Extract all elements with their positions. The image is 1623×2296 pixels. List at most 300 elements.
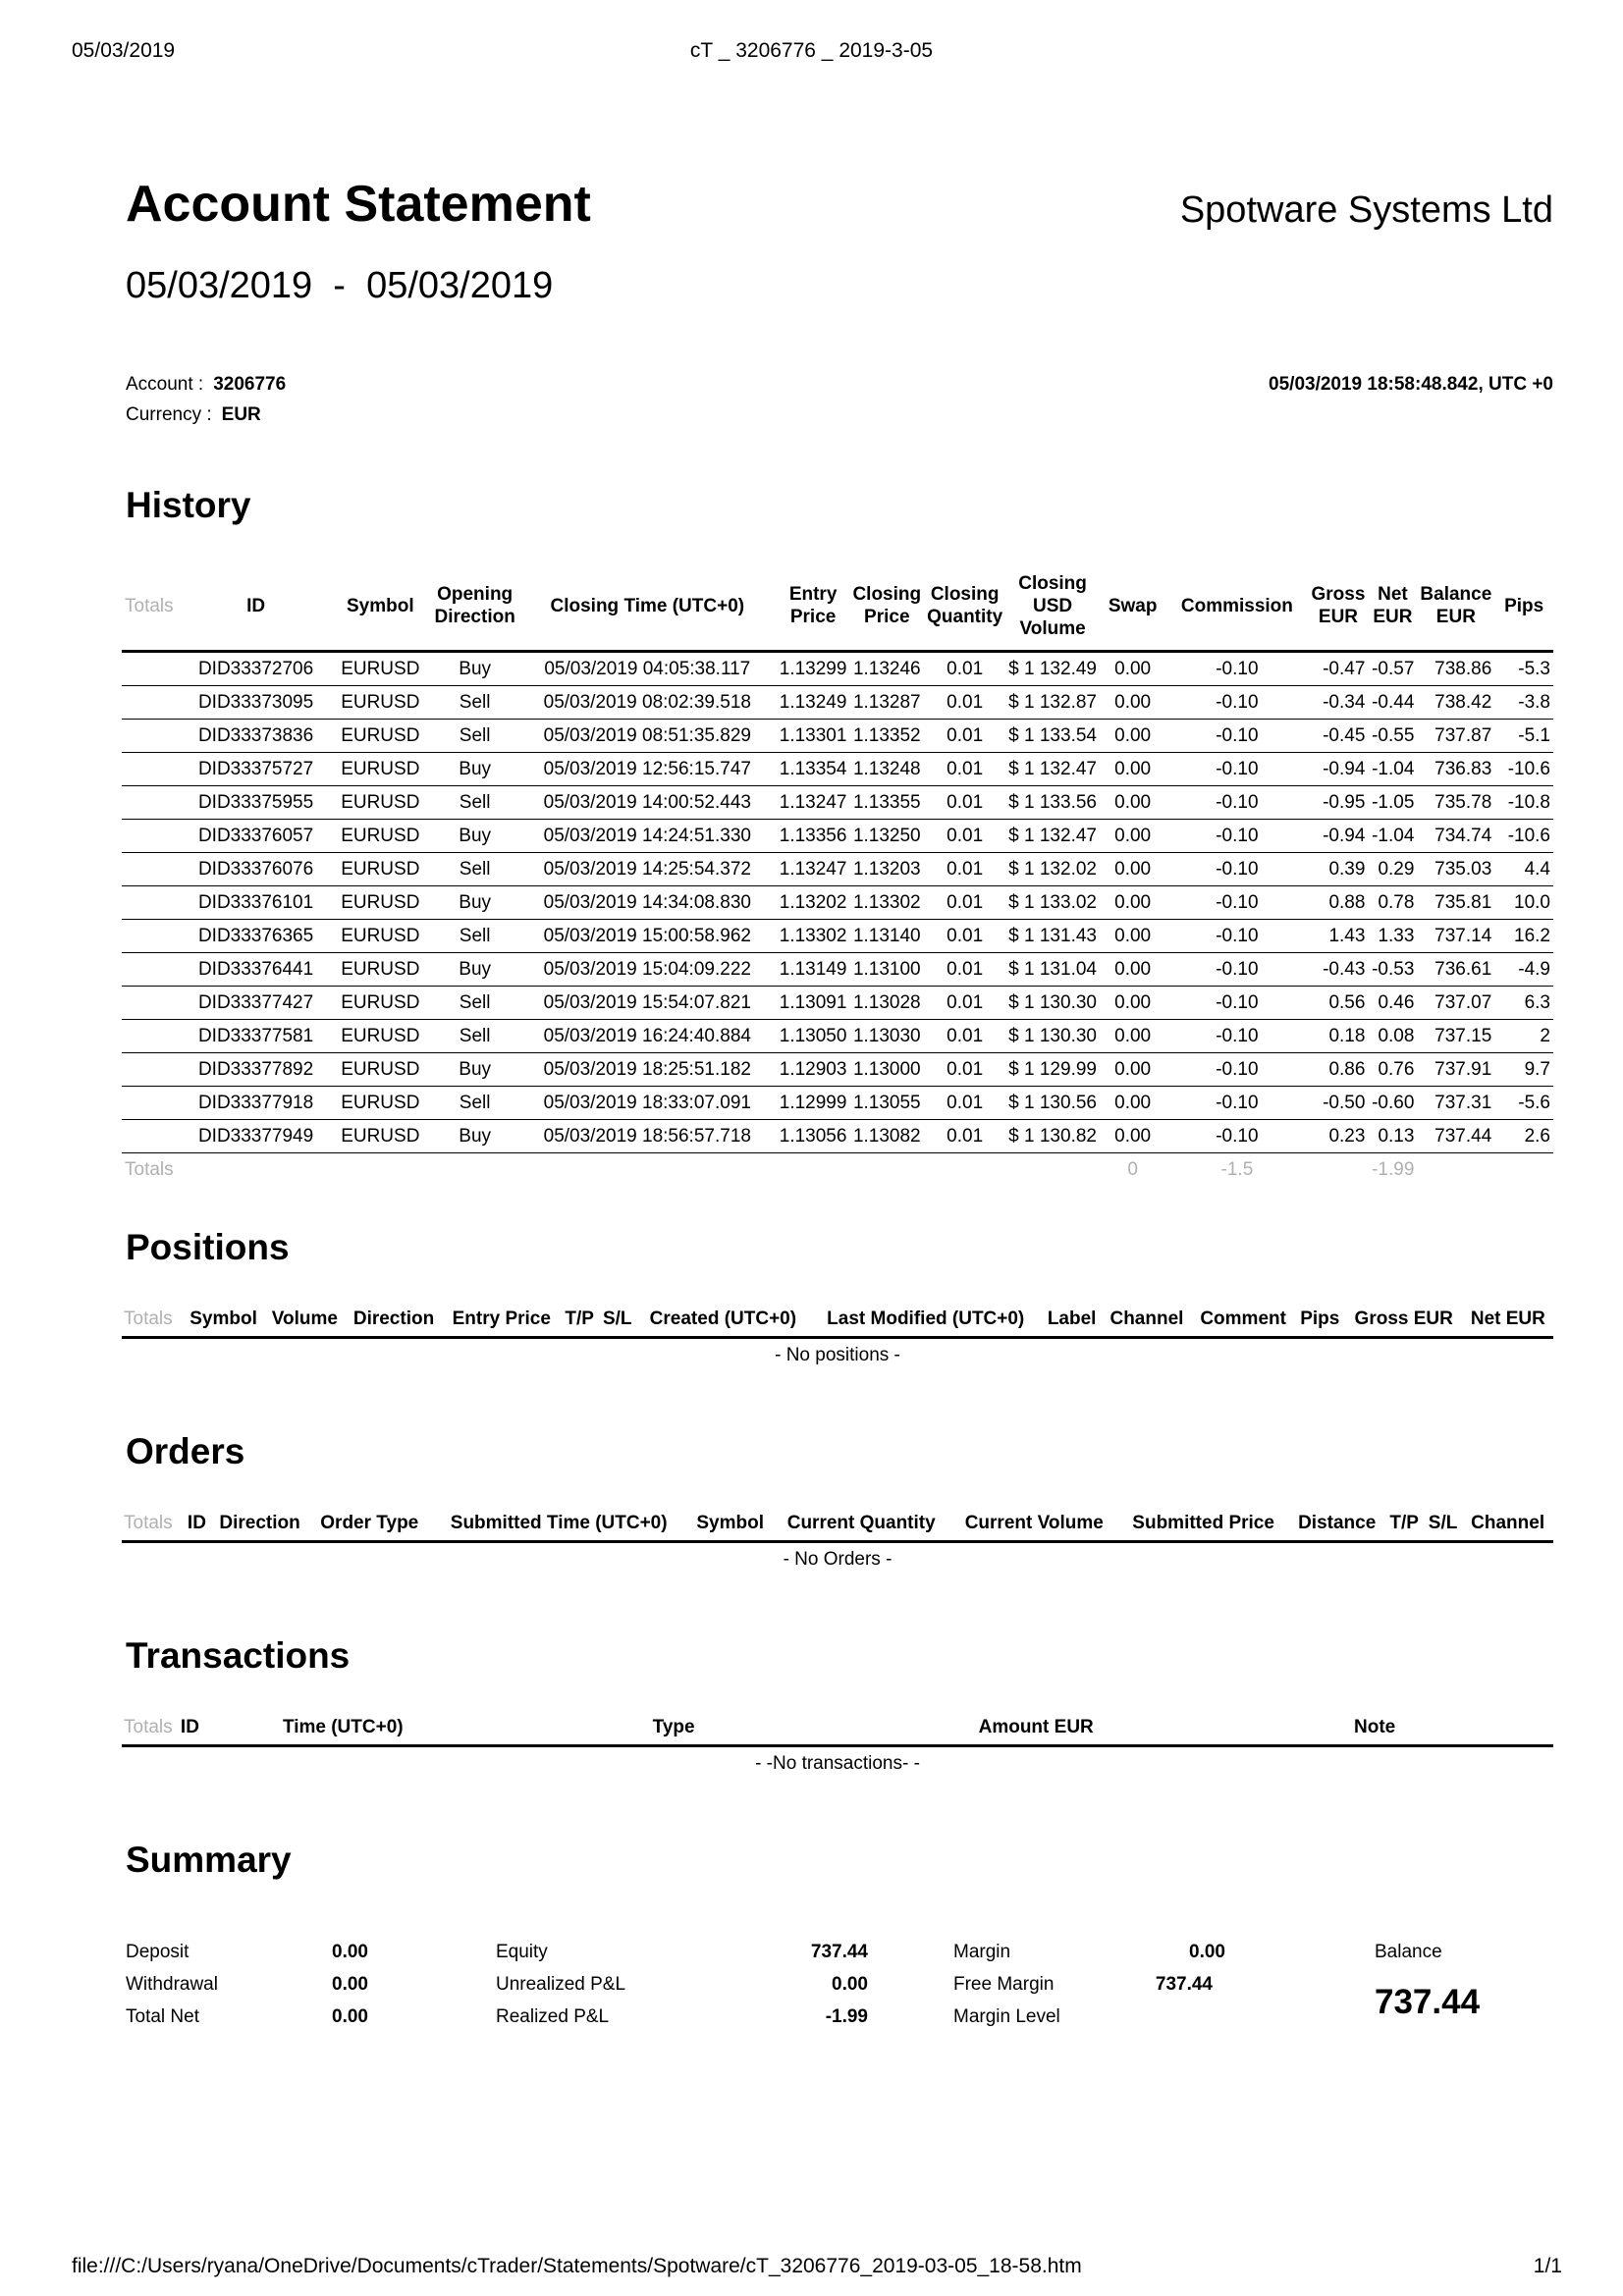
table-row bbox=[122, 820, 1553, 853]
cell-closing-price: 1.13082 bbox=[849, 1120, 924, 1153]
cell-closing-price: 1.13352 bbox=[849, 720, 924, 753]
print-date: 05/03/2019 bbox=[72, 39, 176, 62]
cell-closing-usd-volume: $ 1 132.87 bbox=[1005, 686, 1100, 720]
cell-id: DID33377892 bbox=[183, 1053, 329, 1087]
cell-closing-usd-volume: $ 1 132.02 bbox=[1005, 853, 1100, 886]
cell-net-eur: -1.04 bbox=[1368, 820, 1417, 853]
withdrawal-value: 0.00 bbox=[332, 1974, 368, 1995]
realized-label: Realized P&L bbox=[496, 2006, 610, 2027]
cell-symbol: EURUSD bbox=[329, 1053, 431, 1087]
cell-pips: -10.8 bbox=[1494, 786, 1553, 820]
ord-col-t-p: T/P bbox=[1384, 1507, 1423, 1542]
cell-net-eur: -1.04 bbox=[1368, 753, 1417, 786]
cell-closing-quantity: 0.01 bbox=[924, 686, 1005, 720]
cell-closing-usd-volume: $ 1 131.43 bbox=[1005, 920, 1100, 953]
cell-balance-eur: 738.86 bbox=[1417, 652, 1494, 686]
cell-closing-time: 05/03/2019 14:24:51.330 bbox=[518, 820, 777, 853]
cell-commission: -0.10 bbox=[1165, 853, 1308, 886]
cell-closing-usd-volume: $ 1 132.49 bbox=[1005, 652, 1100, 686]
cell-net-eur: 1.33 bbox=[1368, 920, 1417, 953]
cell-pips: -4.9 bbox=[1494, 953, 1553, 987]
pos-col-totals: Totals bbox=[122, 1303, 183, 1338]
cell-swap: 0.00 bbox=[1100, 886, 1165, 920]
cell-entry-price: 1.13356 bbox=[777, 820, 850, 853]
equity-value: 737.44 bbox=[810, 1942, 868, 1962]
cell-swap: 0.00 bbox=[1100, 1020, 1165, 1053]
cell-opening-direction: Buy bbox=[431, 820, 517, 853]
table-row bbox=[122, 1020, 1553, 1053]
cell-gross-eur: -0.43 bbox=[1309, 953, 1369, 987]
tx-col-totals: Totals bbox=[122, 1711, 179, 1746]
table-row bbox=[122, 686, 1553, 720]
table-row bbox=[122, 853, 1553, 886]
totals-label: Totals bbox=[125, 1159, 174, 1180]
cell-opening-direction: Sell bbox=[431, 987, 517, 1020]
cell-entry-price: 1.13091 bbox=[777, 987, 850, 1020]
cell-gross-eur: -0.47 bbox=[1309, 652, 1369, 686]
cell-balance-eur: 737.07 bbox=[1417, 987, 1494, 1020]
free-margin-value: 737.44 bbox=[1155, 1974, 1213, 1995]
cell-balance-eur: 737.14 bbox=[1417, 920, 1494, 953]
cell-commission: -0.10 bbox=[1165, 1053, 1308, 1087]
cell-closing-price: 1.13030 bbox=[849, 1020, 924, 1053]
tx-col-type: Type bbox=[471, 1711, 876, 1746]
cell-net-eur: 0.78 bbox=[1368, 886, 1417, 920]
cell-swap: 0.00 bbox=[1100, 753, 1165, 786]
pos-col-channel: Channel bbox=[1103, 1303, 1192, 1338]
cell-closing-price: 1.13248 bbox=[849, 753, 924, 786]
cell-symbol: EURUSD bbox=[329, 987, 431, 1020]
cell-pips: -5.3 bbox=[1494, 652, 1553, 686]
table-row bbox=[122, 987, 1553, 1020]
cell-closing-quantity: 0.01 bbox=[924, 1120, 1005, 1153]
cell-closing-quantity: 0.01 bbox=[924, 1020, 1005, 1053]
cell-id: DID33377581 bbox=[183, 1020, 329, 1053]
cell-closing-time: 05/03/2019 15:04:09.222 bbox=[518, 953, 777, 987]
cell-balance-eur: 736.83 bbox=[1417, 753, 1494, 786]
date-range: 05/03/2019 - 05/03/2019 bbox=[126, 265, 554, 306]
cell-pips: 10.0 bbox=[1494, 886, 1553, 920]
pos-col-entry-price: Entry Price bbox=[443, 1303, 561, 1338]
cell-balance-eur: 737.31 bbox=[1417, 1087, 1494, 1120]
cell-closing-quantity: 0.01 bbox=[924, 820, 1005, 853]
cell-balance-eur: 737.87 bbox=[1417, 720, 1494, 753]
cell-id: DID33375727 bbox=[183, 753, 329, 786]
cell-gross-eur: -0.95 bbox=[1309, 786, 1369, 820]
currency-value: EUR bbox=[221, 404, 261, 425]
cell-closing-time: 05/03/2019 18:56:57.718 bbox=[518, 1120, 777, 1153]
table-row bbox=[122, 786, 1553, 820]
transactions-table bbox=[122, 1711, 1553, 1781]
cell-id: DID33372706 bbox=[183, 652, 329, 686]
free-margin-label: Free Margin bbox=[953, 1974, 1055, 1995]
cell-symbol: EURUSD bbox=[329, 786, 431, 820]
cell-balance-eur: 736.61 bbox=[1417, 953, 1494, 987]
transactions-empty: - -No transactions- - bbox=[755, 1753, 920, 1774]
cell-net-eur: 0.29 bbox=[1368, 853, 1417, 886]
unrealized-value: 0.00 bbox=[832, 1974, 868, 1995]
cell-closing-price: 1.13246 bbox=[849, 652, 924, 686]
pos-col-net-eur: Net EUR bbox=[1463, 1303, 1553, 1338]
col-opening-direction: Opening Direction bbox=[431, 561, 517, 652]
cell-closing-usd-volume: $ 1 133.02 bbox=[1005, 886, 1100, 920]
col-swap: Swap bbox=[1100, 561, 1165, 652]
cell-swap: 0.00 bbox=[1100, 953, 1165, 987]
cell-id: DID33377427 bbox=[183, 987, 329, 1020]
cell-opening-direction: Buy bbox=[431, 1053, 517, 1087]
cell-symbol: EURUSD bbox=[329, 753, 431, 786]
cell-swap: 0.00 bbox=[1100, 1120, 1165, 1153]
cell-closing-time: 05/03/2019 18:33:07.091 bbox=[518, 1087, 777, 1120]
cell-gross-eur: 0.88 bbox=[1309, 886, 1369, 920]
col-totals: Totals bbox=[122, 561, 183, 652]
cell-id: DID33376365 bbox=[183, 920, 329, 953]
account-info bbox=[126, 374, 286, 396]
col-balance-eur: Balance EUR bbox=[1417, 561, 1494, 652]
cell-closing-price: 1.13055 bbox=[849, 1087, 924, 1120]
cell-opening-direction: Sell bbox=[431, 853, 517, 886]
cell-id: DID33376057 bbox=[183, 820, 329, 853]
balance-value: 737.44 bbox=[1375, 1983, 1481, 2021]
cell-id: DID33376076 bbox=[183, 853, 329, 886]
cell-symbol: EURUSD bbox=[329, 1020, 431, 1053]
ord-col-current-quantity: Current Quantity bbox=[772, 1507, 950, 1542]
row-totals-cell bbox=[122, 886, 183, 920]
cell-closing-time: 05/03/2019 12:56:15.747 bbox=[518, 753, 777, 786]
pos-col-label: Label bbox=[1042, 1303, 1103, 1338]
cell-symbol: EURUSD bbox=[329, 1087, 431, 1120]
cell-entry-price: 1.13247 bbox=[777, 853, 850, 886]
pos-col-volume: Volume bbox=[264, 1303, 345, 1338]
balance-label: Balance bbox=[1375, 1942, 1442, 1962]
row-totals-cell bbox=[122, 753, 183, 786]
cell-balance-eur: 737.15 bbox=[1417, 1020, 1494, 1053]
cell-gross-eur: 0.23 bbox=[1309, 1120, 1369, 1153]
pos-col-symbol: Symbol bbox=[183, 1303, 265, 1338]
row-totals-cell bbox=[122, 786, 183, 820]
cell-pips: 9.7 bbox=[1494, 1053, 1553, 1087]
cell-swap: 0.00 bbox=[1100, 820, 1165, 853]
cell-entry-price: 1.13299 bbox=[777, 652, 850, 686]
cell-swap: 0.00 bbox=[1100, 1087, 1165, 1120]
row-totals-cell bbox=[122, 720, 183, 753]
cell-commission: -0.10 bbox=[1165, 786, 1308, 820]
row-totals-cell bbox=[122, 920, 183, 953]
cell-pips: 4.4 bbox=[1494, 853, 1553, 886]
cell-gross-eur: 0.39 bbox=[1309, 853, 1369, 886]
cell-closing-time: 05/03/2019 14:00:52.443 bbox=[518, 786, 777, 820]
table-row bbox=[122, 1053, 1553, 1087]
cell-balance-eur: 738.42 bbox=[1417, 686, 1494, 720]
cell-net-eur: -0.60 bbox=[1368, 1087, 1417, 1120]
cell-closing-quantity: 0.01 bbox=[924, 853, 1005, 886]
ord-col-current-volume: Current Volume bbox=[950, 1507, 1117, 1542]
ord-col-submitted-time-utc-0: Submitted Time (UTC+0) bbox=[429, 1507, 688, 1542]
tx-col-id: ID bbox=[179, 1711, 214, 1746]
cell-closing-usd-volume: $ 1 130.56 bbox=[1005, 1087, 1100, 1120]
cell-closing-usd-volume: $ 1 130.30 bbox=[1005, 987, 1100, 1020]
cell-entry-price: 1.13149 bbox=[777, 953, 850, 987]
summary-heading: Summary bbox=[126, 1840, 292, 1880]
cell-net-eur: 0.46 bbox=[1368, 987, 1417, 1020]
tx-col-time: Time (UTC+0) bbox=[214, 1711, 471, 1746]
transactions-heading: Transactions bbox=[126, 1635, 351, 1676]
cell-commission: -0.10 bbox=[1165, 753, 1308, 786]
table-row bbox=[122, 953, 1553, 987]
cell-gross-eur: -0.94 bbox=[1309, 820, 1369, 853]
cell-symbol: EURUSD bbox=[329, 920, 431, 953]
ord-col-symbol: Symbol bbox=[688, 1507, 772, 1542]
col-id: ID bbox=[183, 561, 329, 652]
cell-closing-price: 1.13028 bbox=[849, 987, 924, 1020]
generated-time: 05/03/2019 18:58:48.842, UTC +0 bbox=[1269, 374, 1553, 395]
positions-empty: - No positions - bbox=[775, 1345, 900, 1365]
row-totals-cell bbox=[122, 1053, 183, 1087]
currency-label: Currency : bbox=[126, 404, 212, 425]
pos-col-comment: Comment bbox=[1191, 1303, 1294, 1338]
cell-pips: -5.1 bbox=[1494, 720, 1553, 753]
orders-header-row bbox=[122, 1507, 1553, 1542]
cell-closing-price: 1.13250 bbox=[849, 820, 924, 853]
cell-swap: 0.00 bbox=[1100, 786, 1165, 820]
margin-level-label: Margin Level bbox=[953, 2006, 1060, 2027]
pos-col-created-utc-0: Created (UTC+0) bbox=[636, 1303, 810, 1338]
cell-symbol: EURUSD bbox=[329, 1120, 431, 1153]
unrealized-label: Unrealized P&L bbox=[496, 1974, 626, 1995]
cell-closing-time: 05/03/2019 16:24:40.884 bbox=[518, 1020, 777, 1053]
ord-col-totals: Totals bbox=[122, 1507, 184, 1542]
cell-commission: -0.10 bbox=[1165, 820, 1308, 853]
col-gross-eur: Gross EUR bbox=[1309, 561, 1369, 652]
cell-entry-price: 1.13050 bbox=[777, 1020, 850, 1053]
print-footer-path: file:///C:/Users/ryana/OneDrive/Documents/cTrader/Statements/Spotware/cT_3206776_2019-03-05_18-58.htm bbox=[72, 2255, 1082, 2277]
margin-label: Margin bbox=[953, 1942, 1011, 1962]
cell-opening-direction: Buy bbox=[431, 1120, 517, 1153]
col-commission: Commission bbox=[1165, 561, 1308, 652]
cell-entry-price: 1.13247 bbox=[777, 786, 850, 820]
history-table bbox=[122, 561, 1553, 1187]
cell-commission: -0.10 bbox=[1165, 1087, 1308, 1120]
cell-pips: 2.6 bbox=[1494, 1120, 1553, 1153]
cell-gross-eur: -0.45 bbox=[1309, 720, 1369, 753]
pos-col-pips: Pips bbox=[1295, 1303, 1345, 1338]
cell-closing-time: 05/03/2019 04:05:38.117 bbox=[518, 652, 777, 686]
cell-closing-time: 05/03/2019 14:25:54.372 bbox=[518, 853, 777, 886]
cell-gross-eur: -0.50 bbox=[1309, 1087, 1369, 1120]
account-value: 3206776 bbox=[213, 374, 287, 395]
cell-swap: 0.00 bbox=[1100, 686, 1165, 720]
cell-closing-quantity: 0.01 bbox=[924, 786, 1005, 820]
cell-net-eur: 0.13 bbox=[1368, 1120, 1417, 1153]
cell-swap: 0.00 bbox=[1100, 720, 1165, 753]
cell-opening-direction: Sell bbox=[431, 1087, 517, 1120]
col-closing-quantity: Closing Quantity bbox=[924, 561, 1005, 652]
cell-balance-eur: 734.74 bbox=[1417, 820, 1494, 853]
cell-id: DID33377918 bbox=[183, 1087, 329, 1120]
cell-net-eur: -1.05 bbox=[1368, 786, 1417, 820]
table-row bbox=[122, 753, 1553, 786]
ord-col-channel: Channel bbox=[1462, 1507, 1553, 1542]
cell-commission: -0.10 bbox=[1165, 652, 1308, 686]
cell-closing-price: 1.13355 bbox=[849, 786, 924, 820]
cell-id: DID33377949 bbox=[183, 1120, 329, 1153]
ord-col-s-l: S/L bbox=[1424, 1507, 1462, 1542]
cell-opening-direction: Buy bbox=[431, 753, 517, 786]
cell-commission: -0.10 bbox=[1165, 1120, 1308, 1153]
cell-gross-eur: 1.43 bbox=[1309, 920, 1369, 953]
pos-col-gross-eur: Gross EUR bbox=[1345, 1303, 1463, 1338]
cell-balance-eur: 737.44 bbox=[1417, 1120, 1494, 1153]
cell-commission: -0.10 bbox=[1165, 920, 1308, 953]
cell-closing-time: 05/03/2019 08:02:39.518 bbox=[518, 686, 777, 720]
cell-balance-eur: 737.91 bbox=[1417, 1053, 1494, 1087]
cell-closing-usd-volume: $ 1 130.30 bbox=[1005, 1020, 1100, 1053]
withdrawal-label: Withdrawal bbox=[126, 1974, 218, 1995]
cell-closing-usd-volume: $ 1 130.82 bbox=[1005, 1120, 1100, 1153]
col-closing-price: Closing Price bbox=[849, 561, 924, 652]
cell-closing-quantity: 0.01 bbox=[924, 886, 1005, 920]
cell-id: DID33376101 bbox=[183, 886, 329, 920]
ord-col-submitted-price: Submitted Price bbox=[1117, 1507, 1288, 1542]
margin-value: 0.00 bbox=[1189, 1942, 1225, 1962]
totals-net: -1.99 bbox=[1372, 1159, 1415, 1180]
cell-id: DID33375955 bbox=[183, 786, 329, 820]
cell-balance-eur: 735.03 bbox=[1417, 853, 1494, 886]
orders-table bbox=[122, 1507, 1553, 1576]
cell-opening-direction: Sell bbox=[431, 920, 517, 953]
cell-commission: -0.10 bbox=[1165, 1020, 1308, 1053]
cell-commission: -0.10 bbox=[1165, 987, 1308, 1020]
row-totals-cell bbox=[122, 987, 183, 1020]
totals-commission: -1.5 bbox=[1220, 1159, 1254, 1180]
cell-opening-direction: Buy bbox=[431, 953, 517, 987]
cell-symbol: EURUSD bbox=[329, 720, 431, 753]
cell-opening-direction: Sell bbox=[431, 720, 517, 753]
cell-closing-price: 1.13100 bbox=[849, 953, 924, 987]
tx-col-note: Note bbox=[1196, 1711, 1553, 1746]
cell-entry-price: 1.12903 bbox=[777, 1053, 850, 1087]
cell-closing-usd-volume: $ 1 133.54 bbox=[1005, 720, 1100, 753]
cell-pips: 6.3 bbox=[1494, 987, 1553, 1020]
history-totals-row bbox=[122, 1153, 1553, 1188]
orders-heading: Orders bbox=[126, 1431, 245, 1471]
cell-entry-price: 1.13354 bbox=[777, 753, 850, 786]
pos-col-t-p: T/P bbox=[561, 1303, 599, 1338]
cell-opening-direction: Sell bbox=[431, 686, 517, 720]
col-closing-time: Closing Time (UTC+0) bbox=[518, 561, 777, 652]
ord-col-distance: Distance bbox=[1289, 1507, 1385, 1542]
cell-opening-direction: Sell bbox=[431, 1020, 517, 1053]
row-totals-cell bbox=[122, 652, 183, 686]
table-row bbox=[122, 920, 1553, 953]
deposit-label: Deposit bbox=[126, 1942, 189, 1962]
cell-pips: -10.6 bbox=[1494, 753, 1553, 786]
cell-opening-direction: Sell bbox=[431, 786, 517, 820]
col-pips: Pips bbox=[1494, 561, 1553, 652]
cell-symbol: EURUSD bbox=[329, 953, 431, 987]
cell-pips: -10.6 bbox=[1494, 820, 1553, 853]
deposit-value: 0.00 bbox=[332, 1942, 368, 1962]
cell-net-eur: -0.57 bbox=[1368, 652, 1417, 686]
cell-closing-time: 05/03/2019 08:51:35.829 bbox=[518, 720, 777, 753]
cell-net-eur: -0.44 bbox=[1368, 686, 1417, 720]
cell-closing-price: 1.13140 bbox=[849, 920, 924, 953]
cell-closing-price: 1.13302 bbox=[849, 886, 924, 920]
cell-id: DID33373095 bbox=[183, 686, 329, 720]
cell-id: DID33373836 bbox=[183, 720, 329, 753]
totals-swap: 0 bbox=[1127, 1159, 1138, 1180]
cell-commission: -0.10 bbox=[1165, 686, 1308, 720]
cell-swap: 0.00 bbox=[1100, 920, 1165, 953]
print-footer-page: 1/1 bbox=[1533, 2255, 1562, 2277]
cell-closing-price: 1.13203 bbox=[849, 853, 924, 886]
transactions-header-row bbox=[122, 1711, 1553, 1746]
ord-col-id: ID bbox=[184, 1507, 210, 1542]
cell-pips: 16.2 bbox=[1494, 920, 1553, 953]
cell-pips: 2 bbox=[1494, 1020, 1553, 1053]
table-row bbox=[122, 1087, 1553, 1120]
total-net-label: Total Net bbox=[126, 2006, 199, 2027]
col-net-eur: Net EUR bbox=[1368, 561, 1417, 652]
cell-net-eur: 0.08 bbox=[1368, 1020, 1417, 1053]
cell-closing-price: 1.13000 bbox=[849, 1053, 924, 1087]
row-totals-cell bbox=[122, 853, 183, 886]
cell-closing-quantity: 0.01 bbox=[924, 953, 1005, 987]
row-totals-cell bbox=[122, 820, 183, 853]
cell-net-eur: -0.55 bbox=[1368, 720, 1417, 753]
pos-col-last-modified-utc-0: Last Modified (UTC+0) bbox=[810, 1303, 1042, 1338]
cell-closing-quantity: 0.01 bbox=[924, 1053, 1005, 1087]
cell-closing-quantity: 0.01 bbox=[924, 1087, 1005, 1120]
cell-gross-eur: -0.94 bbox=[1309, 753, 1369, 786]
realized-value: -1.99 bbox=[825, 2006, 868, 2027]
cell-symbol: EURUSD bbox=[329, 652, 431, 686]
cell-commission: -0.10 bbox=[1165, 953, 1308, 987]
cell-closing-quantity: 0.01 bbox=[924, 753, 1005, 786]
cell-swap: 0.00 bbox=[1100, 987, 1165, 1020]
cell-swap: 0.00 bbox=[1100, 652, 1165, 686]
history-body bbox=[122, 652, 1553, 1153]
cell-commission: -0.10 bbox=[1165, 886, 1308, 920]
cell-commission: -0.10 bbox=[1165, 720, 1308, 753]
cell-entry-price: 1.13056 bbox=[777, 1120, 850, 1153]
row-totals-cell bbox=[122, 1120, 183, 1153]
cell-closing-quantity: 0.01 bbox=[924, 920, 1005, 953]
row-totals-cell bbox=[122, 686, 183, 720]
cell-symbol: EURUSD bbox=[329, 686, 431, 720]
cell-net-eur: -0.53 bbox=[1368, 953, 1417, 987]
history-header-row bbox=[122, 561, 1553, 652]
row-totals-cell bbox=[122, 1020, 183, 1053]
cell-symbol: EURUSD bbox=[329, 886, 431, 920]
table-row bbox=[122, 652, 1553, 686]
cell-balance-eur: 735.78 bbox=[1417, 786, 1494, 820]
cell-pips: -5.6 bbox=[1494, 1087, 1553, 1120]
cell-closing-price: 1.13287 bbox=[849, 686, 924, 720]
positions-table bbox=[122, 1303, 1553, 1372]
history-heading: History bbox=[126, 485, 251, 525]
cell-closing-usd-volume: $ 1 132.47 bbox=[1005, 820, 1100, 853]
cell-entry-price: 1.13301 bbox=[777, 720, 850, 753]
cell-swap: 0.00 bbox=[1100, 1053, 1165, 1087]
cell-closing-usd-volume: $ 1 131.04 bbox=[1005, 953, 1100, 987]
currency-info bbox=[126, 404, 261, 426]
pos-col-s-l: S/L bbox=[598, 1303, 636, 1338]
cell-closing-quantity: 0.01 bbox=[924, 652, 1005, 686]
cell-closing-usd-volume: $ 1 133.56 bbox=[1005, 786, 1100, 820]
row-totals-cell bbox=[122, 1087, 183, 1120]
table-row bbox=[122, 720, 1553, 753]
